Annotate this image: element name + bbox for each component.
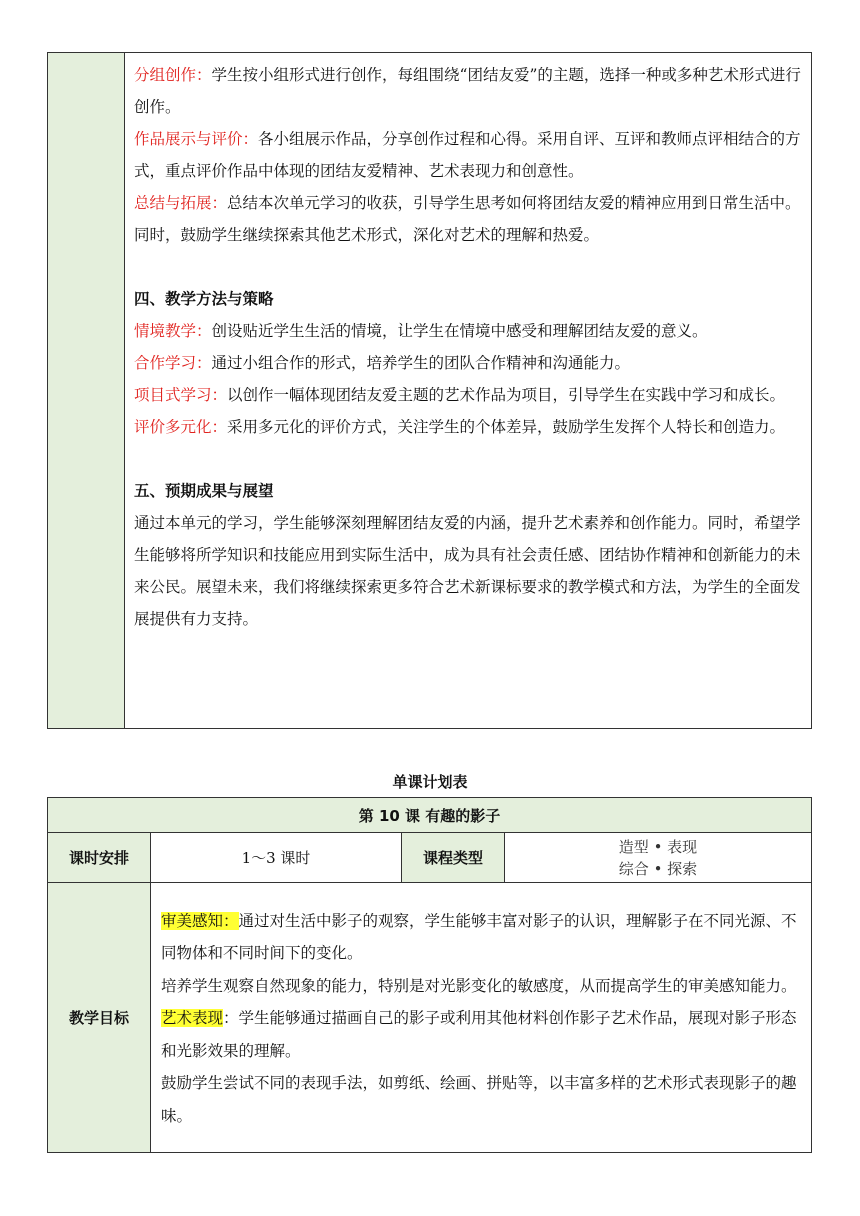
goals-content xyxy=(151,883,812,1153)
table-title: 单课计划表 xyxy=(392,773,468,791)
method-item xyxy=(134,379,805,411)
course-type-line: 造型 • 表现 xyxy=(618,837,698,856)
goal-colon: ： xyxy=(223,1009,239,1028)
paragraph-text: 学生按小组形式进行创作，每组围绕“团结友爱”的主题，选择一种或多种艺术形式进行创作。 xyxy=(134,66,801,116)
paragraph-showcase xyxy=(134,123,805,187)
goal-expression xyxy=(161,1002,801,1067)
paragraph-group-creation xyxy=(134,59,805,123)
section-heading-outcomes: 五、预期成果与展望 xyxy=(134,482,274,500)
goal-text: 通过对生活中影子的观察，学生能够丰富对影子的认识，理解影子在不同光源、不同物体和不同时间下的变化。 xyxy=(161,911,797,963)
goal-expression-extra: 鼓励学生尝试不同的表现手法，如剪纸、绘画、拼贴等，以丰富多样的艺术形式表现影子的趣味。 xyxy=(161,1074,797,1125)
paragraph-label: 总结与拓展： xyxy=(134,194,228,212)
course-type-line: 综合 • 探索 xyxy=(618,859,698,878)
lesson-plan-table xyxy=(47,797,812,1153)
hours-value: 1～3 课时 xyxy=(151,833,402,883)
goal-aesthetic-extra: 培养学生观察自然现象的能力，特别是对光影变化的敏感度，从而提高学生的审美感知能力。 xyxy=(161,976,797,995)
continuation-table xyxy=(47,52,812,729)
method-text: 采用多元化的评价方式，关注学生的个体差异，鼓励学生发挥个人特长和创造力。 xyxy=(227,418,786,436)
paragraph-label: 分组创作： xyxy=(134,66,212,84)
section-heading-methods: 四、教学方法与策略 xyxy=(134,290,274,308)
method-item xyxy=(134,411,805,443)
course-type-label: 课程类型 xyxy=(402,833,505,883)
course-type-value xyxy=(505,833,812,883)
method-label: 合作学习： xyxy=(134,354,212,372)
goal-aesthetic xyxy=(161,905,801,970)
method-label: 项目式学习： xyxy=(134,386,228,404)
method-label: 情境教学： xyxy=(134,322,212,340)
continuation-content xyxy=(125,53,811,728)
paragraph-text: 各小组展示作品，分享创作过程和心得。采用自评、互评和教师点评相结合的方式，重点评价作品中体现的团结友爱精神、艺术表现力和创意性。 xyxy=(134,130,801,180)
lesson-title: 第 10 课 有趣的影子 xyxy=(48,798,812,833)
continuation-label-column xyxy=(48,53,125,728)
hours-label: 课时安排 xyxy=(48,833,151,883)
method-text: 通过小组合作的形式，培养学生的团队合作精神和沟通能力。 xyxy=(211,354,631,372)
goal-label-highlight: 审美感知： xyxy=(161,911,239,930)
method-text: 创设贴近学生生活的情境，让学生在情境中感受和理解团结友爱的意义。 xyxy=(211,322,708,340)
paragraph-text: 总结本次单元学习的收获，引导学生思考如何将团结友爱的精神应用到日常生活中。同时，鼓励学生继续探索其他艺术形式，深化对艺术的理解和热爱。 xyxy=(134,194,801,244)
goal-text: 学生能够通过描画自己的影子或利用其他材料创作影子艺术作品，展现对影子形态和光影效果的理解。 xyxy=(161,1009,797,1060)
method-text: 以创作一幅体现团结友爱主题的艺术作品为项目，引导学生在实践中学习和成长。 xyxy=(227,386,786,404)
outcomes-text: 通过本单元的学习，学生能够深刻理解团结友爱的内涵，提升艺术素养和创作能力。同时，希望学生能够将所学知识和技能应用到实际生活中，成为具有社会责任感、团结协作精神和创新能力的未来公民。展望未来，我们将继续探索更多符合艺术新课标要求的教学模式和方法，为学生的全面发展提供有力支持。 xyxy=(134,514,801,628)
goals-label: 教学目标 xyxy=(48,883,151,1153)
paragraph-summary xyxy=(134,187,805,251)
goal-label-highlight: 艺术表现 xyxy=(161,1009,224,1028)
method-label: 评价多元化： xyxy=(134,418,228,436)
method-item xyxy=(134,315,805,347)
method-item xyxy=(134,347,805,379)
paragraph-label: 作品展示与评价： xyxy=(134,130,259,148)
